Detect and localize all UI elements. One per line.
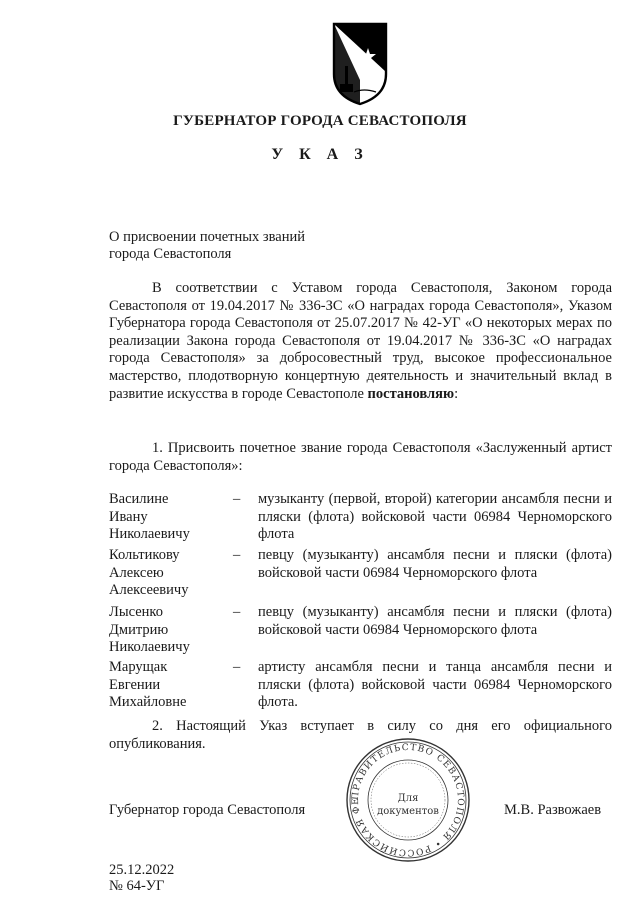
official-seal-stamp — [345, 737, 471, 863]
awardee-dash: – — [233, 547, 241, 563]
awardee-surname: Кольтикову — [109, 547, 180, 563]
awardee-surname: Лысенко — [109, 604, 163, 620]
preamble-decree-word: постановляю — [367, 385, 455, 402]
awardee-surname: Василине — [109, 491, 169, 507]
subject-line-1: О присвоении почетных званий — [109, 229, 305, 245]
awardee-dash: – — [233, 491, 241, 507]
awardee-surname: Марущак — [109, 659, 168, 675]
preamble-text: В соответствии с Уставом города Севастополя, Законом города Севастополя от 19.04.2017 № 336-ЗС «О наградах города Севастополя», Указом Губернатора города Севастополя от 25.07.2017 № 42-УГ «О некоторых мерах по реализации Закона города Севастополя от 19.04.2017 № 336-ЗС «О наградах города Севастополя» за добросовестный труд, высокое профессиональное мастерство, плодотворную концертную деятельность и значительный вклад в развитие искусства в городе Севастополе — [109, 280, 612, 402]
signatory-position: Губернатор города Севастополя — [109, 802, 306, 818]
awardee-patronymic: Михайловне — [109, 694, 187, 711]
awardee-patronymic: Николаевичу — [109, 526, 190, 543]
awardee-patronymic: Николаевичу — [109, 639, 190, 656]
awardee-3-description: певцу (музыканту) ансамбля песни и пляски (флота) войсковой части 06984 Черноморского флота — [258, 604, 612, 638]
awardee-patronymic: Алексеевичу — [109, 582, 189, 599]
awardee-4-description: артисту ансамбля песни и танца ансамбля песни и пляски (флота) войсковой части 06984 Черноморского флота. — [258, 659, 612, 711]
coat-of-arms-icon — [330, 18, 390, 106]
item-1-text: 1. Присвоить почетное звание города Севастополя «Заслуженный артист города Севастополя»: — [109, 440, 612, 474]
awardee-given-name: Ивану — [109, 508, 148, 525]
issuing-authority: ГУБЕРНАТОР ГОРОДА СЕВАСТОПОЛЯ — [173, 113, 467, 129]
awardee-given-name: Алексею — [109, 564, 164, 581]
preamble-tail: : — [454, 385, 459, 402]
awardee-given-name: Евгении — [109, 676, 161, 693]
stamp-center-line-2: документов — [377, 806, 439, 817]
item-1-paragraph — [109, 440, 612, 475]
awardee-2-name — [109, 547, 229, 600]
stamp-center-line-1: Для — [397, 793, 419, 804]
stamp-ring-text: ПРАВИТЕЛЬСТВО СЕВАСТОПОЛЯ • РОССИЙСКАЯ ФЕ — [350, 742, 466, 858]
awardee-1-description: музыканту (первой, второй) категории ансамбля песни и пляски (флота) войсковой части 06984 Черноморского флота — [258, 491, 612, 543]
awardee-1-name — [109, 491, 229, 544]
awardee-4-name — [109, 659, 229, 712]
preamble-paragraph — [109, 280, 612, 403]
awardee-dash: – — [233, 659, 241, 675]
awardee-2-description: певцу (музыканту) ансамбля песни и пляски (флота) войсковой части 06984 Черноморского флота — [258, 547, 612, 581]
item-2-text: 2. Настоящий Указ вступает в силу со дня его официального опубликования. — [109, 718, 612, 752]
document-type: У К А З — [271, 146, 369, 163]
subject-line-2: города Севастополя — [109, 246, 232, 262]
awardee-dash: – — [233, 604, 241, 620]
document-date: 25.12.2022 — [109, 862, 175, 878]
awardee-3-name — [109, 604, 229, 657]
document-subject — [109, 229, 305, 263]
document-number: № 64-УГ — [109, 878, 165, 894]
signatory-name: М.В. Развожаев — [504, 802, 602, 818]
awardee-given-name: Дмитрию — [109, 621, 169, 638]
